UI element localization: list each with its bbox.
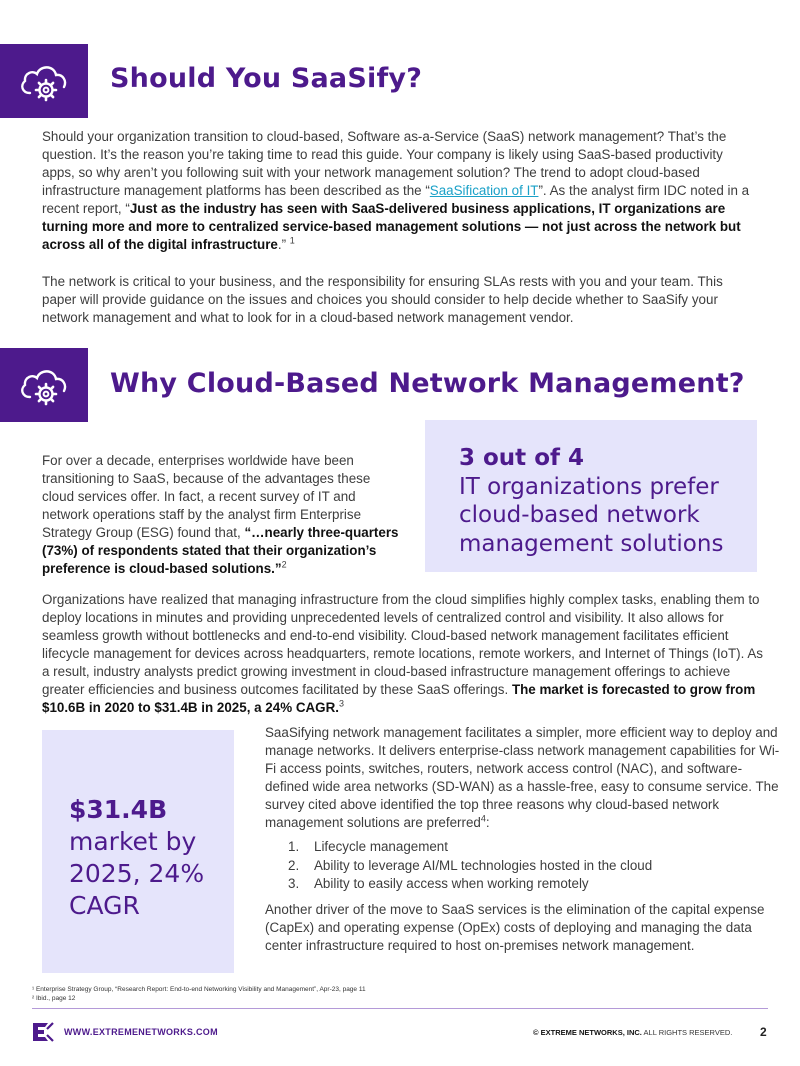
extreme-logo-icon	[32, 1022, 54, 1042]
list-text: Ability to easily access when working remotely	[314, 876, 589, 891]
cloud-gear-icon	[16, 363, 72, 407]
footer-divider	[32, 1008, 768, 1009]
page-number: 2	[760, 1025, 767, 1039]
esg-text: For over a decade, enterprises worldwide have been transitioning to SaaS, because of the advantages these cloud services offer. In fact, a recent survey of IT and network operations staff by the analyst firm Enterprise Strategy Group (ESG) found that,	[42, 453, 371, 540]
market-forecast: The market is forecasted to grow from $10.6B in 2020 to $31.4B in 2025, a 24% CAGR.	[42, 682, 756, 715]
footer-copyright	[533, 1028, 732, 1037]
capex-paragraph: Another driver of the move to SaaS services is the elimination of the capital expense (CapEx) and operating expense (OpEx) costs of deploying and managing the data center infrastructure required to host on-premises network management.	[265, 902, 765, 953]
intro-text-b: ”. As the analyst firm IDC noted in a recent report, “	[42, 183, 750, 216]
section-title-why-cloud: Why Cloud-Based Network Management?	[110, 368, 745, 399]
copyright-rights: ALL RIGHTS RESERVED.	[641, 1028, 733, 1037]
saasifying-text: SaaSifying network management facilitates a simpler, more efficient way to deploy and manage networks. It delivers enterprise-class network management capabilities for Wi-Fi access points, switches, routers, network access control (NAC), and software-defined wide area networks (SD-WAN) as a hassle-free, easy to consume service. The survey cited above identified the top three reasons why cloud-based network management solutions are preferred	[265, 725, 780, 830]
list-text: Ability to leverage AI/ML technologies hosted in the cloud	[314, 857, 653, 873]
footnote-ref-3: 3	[338, 698, 344, 709]
callout-3-of-4-text	[459, 444, 757, 558]
callout-market-rest: market by 2025, 24% CAGR	[69, 827, 205, 920]
section-icon-box	[0, 44, 88, 118]
callout-3-of-4	[425, 420, 757, 572]
intro-text-c: .”	[277, 237, 290, 252]
esg-survey-paragraph	[42, 452, 402, 578]
callout-3-of-4-rest: IT organizations prefer cloud-based network management solutions	[459, 473, 724, 557]
market-growth-paragraph	[42, 591, 767, 717]
section-title-should-you-saasify: Should You SaaSify?	[110, 63, 423, 94]
footnote-2: ² Ibid., page 12	[32, 995, 76, 1002]
footer-url-link[interactable]: WWW.EXTREMENETWORKS.COM	[64, 1027, 218, 1037]
cloud-gear-icon	[16, 59, 72, 103]
callout-market-lead: $31.4B	[69, 795, 168, 824]
list-number: 3.	[288, 876, 300, 891]
callout-3-of-4-lead: 3 out of 4	[459, 445, 585, 471]
intro-text-a: Should your organization transition to cloud-based, Software as-a-Service (SaaS) network management? That’s the question. It’s the reason you’re taking time to read this guide. Your company is likely using SaaS-based productivity apps, so why aren’t you following suit with your network management solution? The trend to adopt cloud-based infrastructure management platforms has been described as the “	[42, 129, 727, 198]
network-critical-paragraph: The network is critical to your business, and the responsibility for ensuring SLAs rests with you and your team. This paper will provide guidance on the issues and choices you should consider to help decide whether to SaaSify your network management and what to look for in a cloud-based network management vendor.	[42, 274, 723, 325]
section-icon-box	[0, 348, 88, 422]
list-item	[288, 875, 652, 894]
callout-market-text	[69, 794, 219, 922]
list-text: Lifecycle management	[314, 839, 448, 854]
market-text: Organizations have realized that managing infrastructure from the cloud simplifies highly complex tasks, enabling them to deploy locations in minutes and providing unprecedented levels of centralized control and visibility. It also allows for seamless growth without bottlenecks and end-to-end visibility. Cloud-based network management facilitates efficient lifecycle management for devices across headquarters, remote locations, remote workers, and Internet of Things (IoT). As a result, industry analysts predict growing investment in cloud-based infrastructure management offerings to achieve greater efficiencies and business outcomes facilitated by these SaaS offerings.	[42, 592, 763, 697]
copyright-company: © EXTREME NETWORKS, INC.	[533, 1028, 642, 1037]
footnote-ref-1: 1	[289, 235, 295, 246]
idc-quote: Just as the industry has seen with SaaS-delivered business applications, IT organizations are turning more and more to centralized service-based management solutions — not just across the network but across all of the digital infrastructure	[42, 201, 741, 252]
footnote-ref-2: 2	[281, 559, 287, 570]
saasifying-paragraph	[265, 724, 780, 832]
list-number: 1.	[288, 839, 300, 854]
reasons-list	[288, 838, 652, 894]
callout-market	[42, 730, 234, 973]
intro-paragraph	[42, 128, 757, 254]
footnotes	[32, 985, 366, 1003]
footnote-ref-4: 4	[480, 813, 486, 824]
saasification-link[interactable]: SaaSification of IT	[429, 183, 539, 198]
esg-quote: “…nearly three-quarters (73%) of respondents stated that their organization’s preference is cloud-based solutions.”	[42, 525, 399, 576]
list-item	[288, 857, 652, 876]
list-item	[288, 838, 652, 857]
list-number: 2.	[288, 857, 300, 873]
saasifying-colon: :	[485, 815, 490, 830]
footnote-1: ¹ Enterprise Strategy Group, “Research Report: End-to-end Networking Visibility and Management”, Apr-23, page 11	[32, 986, 366, 993]
